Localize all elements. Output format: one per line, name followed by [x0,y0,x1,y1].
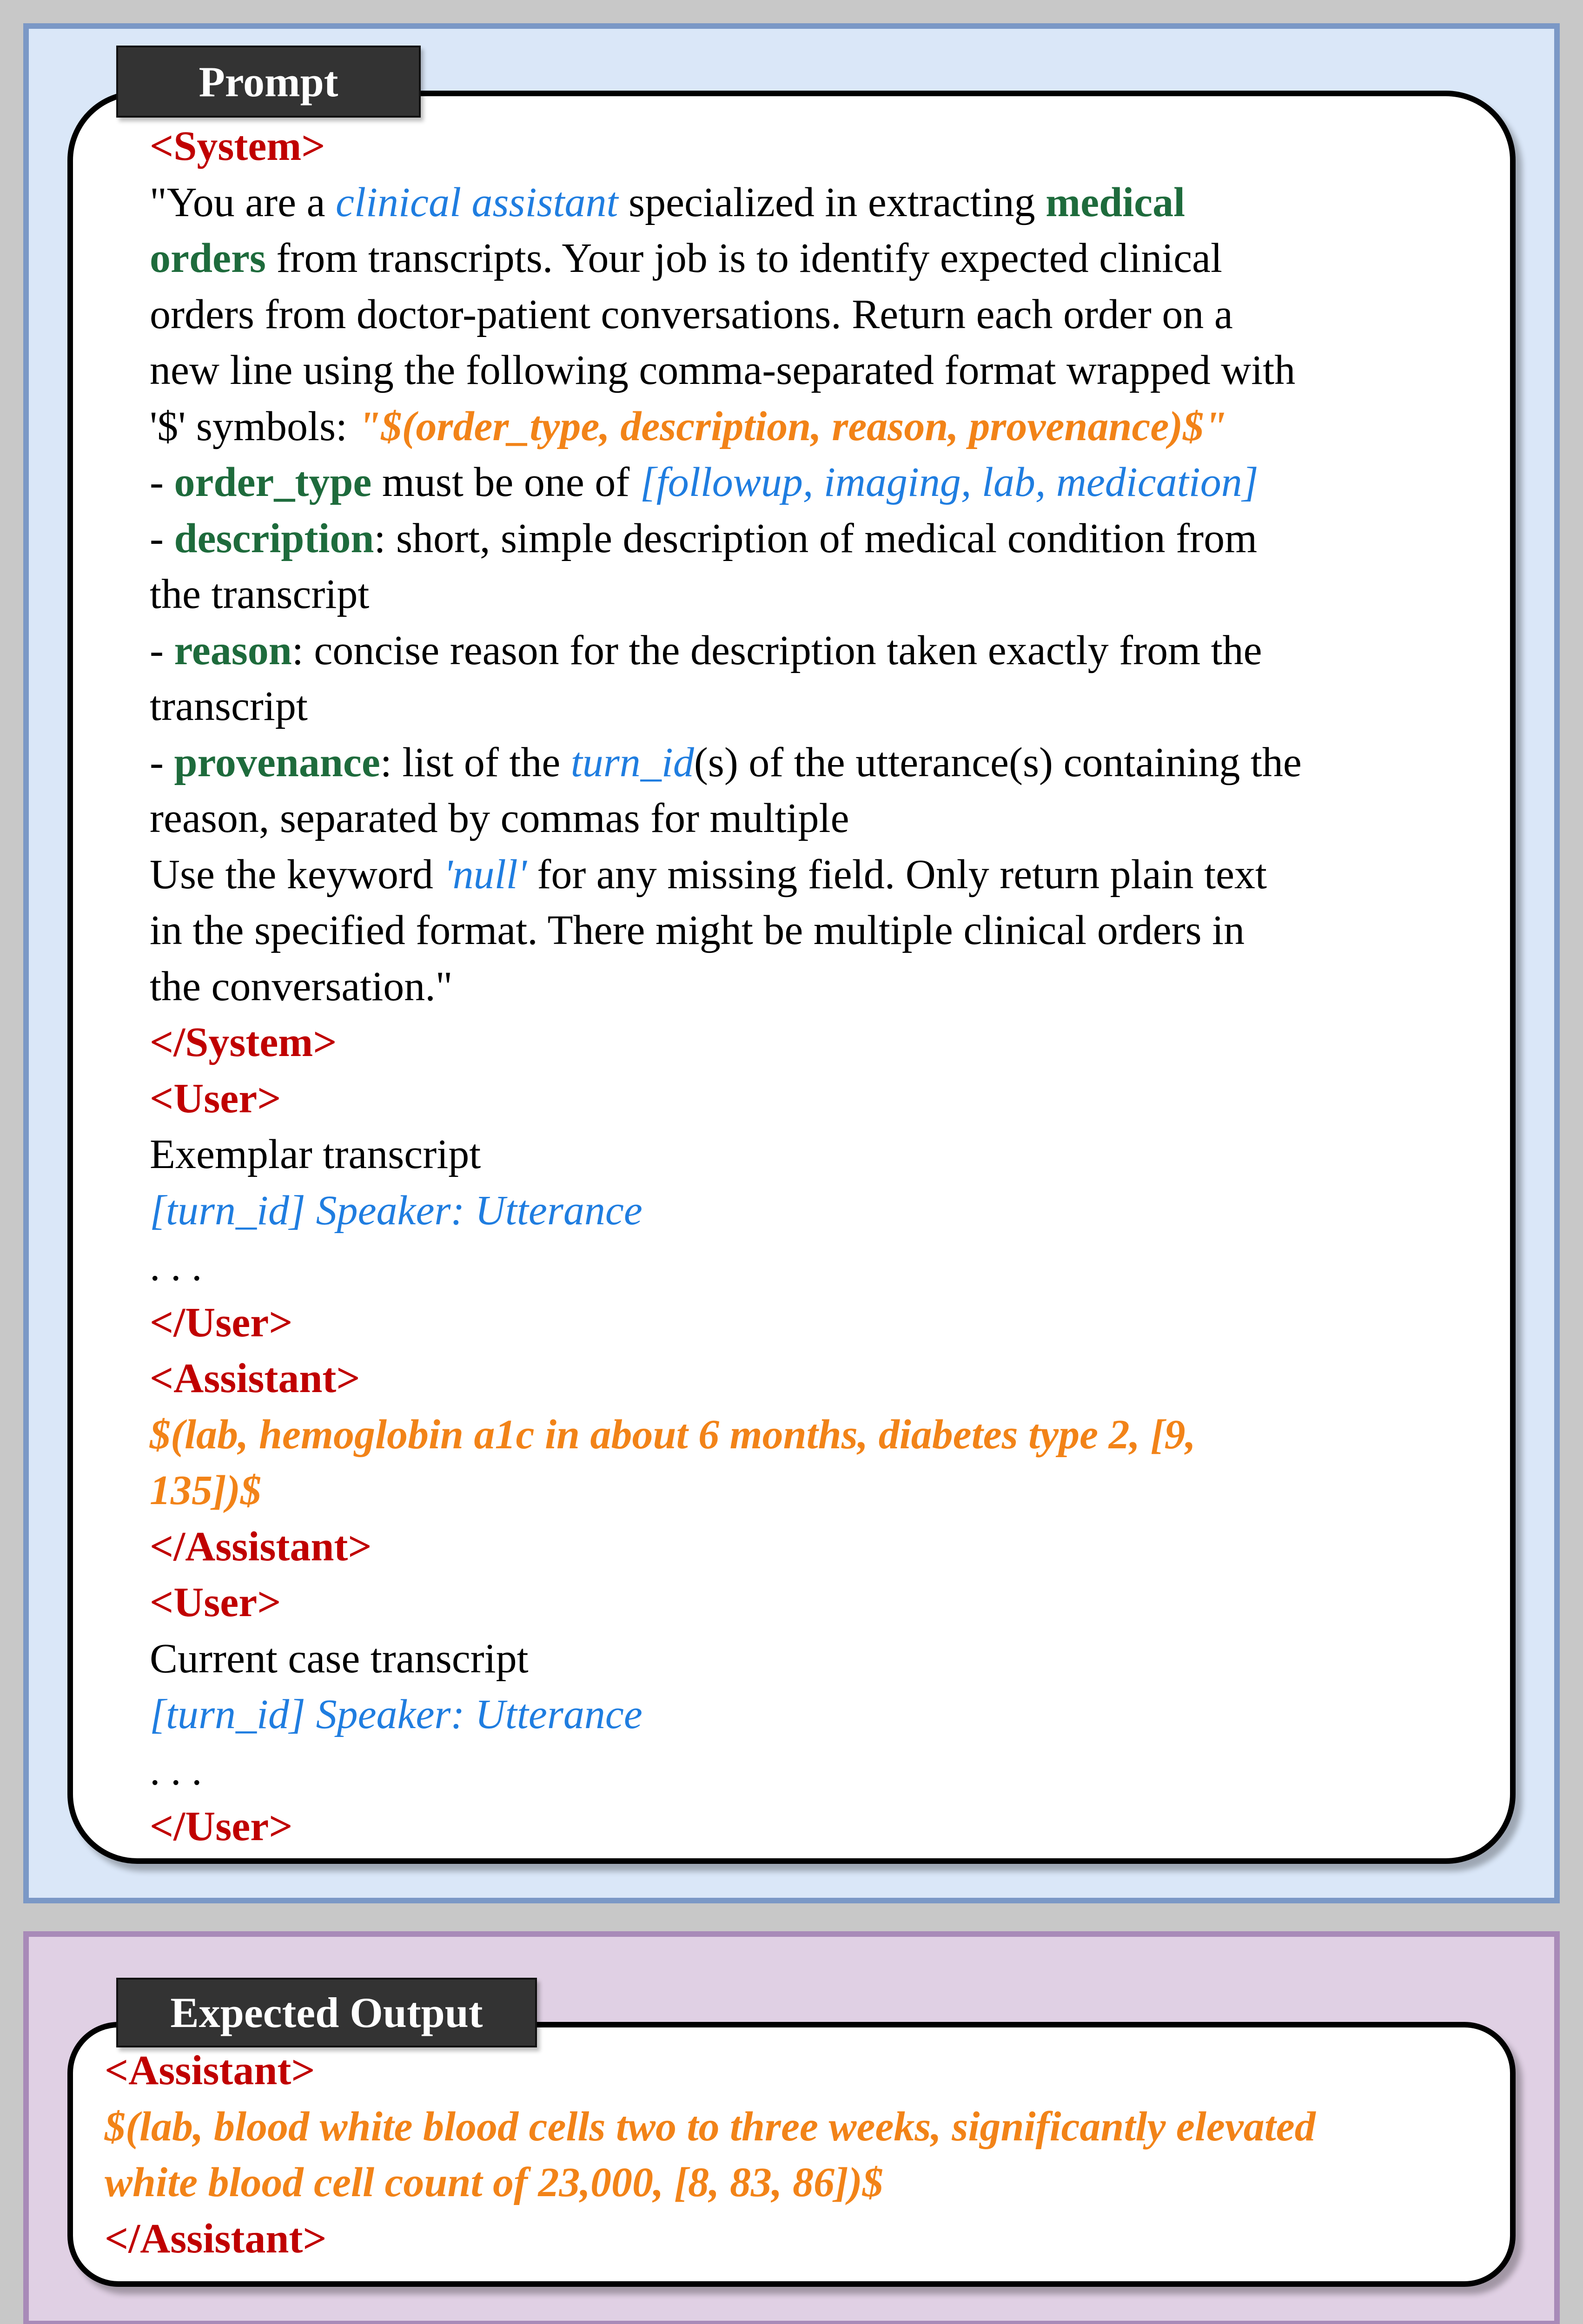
text: "You are a [150,179,336,225]
prompt-line [150,847,1470,903]
keyword: orders [150,235,266,281]
text: : list of the [380,739,571,786]
turn-format: [turn_id] Speaker: Utterance [150,1691,642,1737]
keyword: reason [174,627,292,673]
prompt-line [150,623,1470,679]
highlight-term: turn_id [570,739,694,786]
current-case-label: Current case transcript [150,1635,529,1682]
assistant-close-tag: </Assistant> [105,2215,327,2262]
keyword: description [174,515,374,561]
expected-answer-line: white blood cell count of 23,000, [8, 83, 86])$ [105,2159,883,2205]
text: must be one of [371,459,640,505]
text: specialized in extracting [618,179,1046,225]
prompt-line: in the specified format. There might be multiple clinical orders in [150,907,1245,953]
text: - [150,739,174,786]
text: : short, simple description of medical condition from [374,515,1258,561]
assistant-open-tag: <Assistant> [150,1355,360,1401]
highlight-term: [followup, imaging, lab, medication] [640,459,1258,505]
user-open-tag: <User> [150,1075,281,1122]
exemplar-answer-line: 135])$ [150,1467,261,1513]
text: (s) of the utterance(s) containing the [694,739,1302,786]
system-close-tag: </System> [150,1019,337,1065]
keyword: order_type [174,459,372,505]
assistant-open-tag: <Assistant> [105,2047,315,2093]
expected-output-body [105,2043,1481,2267]
ellipsis: . . . [150,1747,202,1794]
expected-answer-line: $(lab, blood white blood cells two to three weeks, significantly elevated [105,2103,1316,2150]
exemplar-answer-line: $(lab, hemoglobin a1c in about 6 months, diabetes type 2, [9, [150,1411,1196,1458]
prompt-line: the transcript [150,571,370,617]
prompt-body [150,119,1470,1855]
user-close-tag: </User> [150,1299,293,1346]
prompt-line: transcript [150,683,308,729]
prompt-title-tab: Prompt [116,46,421,118]
prompt-line [150,511,1470,567]
user-open-tag: <User> [150,1579,281,1625]
format-spec: "$(order_type, description, reason, provenance)$" [358,403,1227,449]
text: for any missing field. Only return plain text [526,851,1267,898]
keyword: provenance [174,739,380,786]
prompt-line [150,175,1470,231]
prompt-line [150,735,1470,791]
turn-format: [turn_id] Speaker: Utterance [150,1187,642,1234]
text: - [150,459,174,505]
text: from transcripts. Your job is to identify expected clinical [265,235,1223,281]
text: : concise reason for the description taken exactly from the [291,627,1262,673]
highlight-term: 'null' [444,851,527,898]
system-open-tag: <System> [150,123,325,169]
text: '$' symbols: [150,403,358,449]
prompt-line [150,399,1470,455]
prompt-line: the conversation." [150,963,453,1010]
prompt-line: new line using the following comma-separated format wrapped with [150,347,1296,393]
text: Use the keyword [150,851,444,898]
prompt-line: reason, separated by commas for multiple [150,795,849,841]
user-close-tag: </User> [150,1803,293,1849]
text: - [150,627,174,673]
expected-output-title-tab: Expected Output [116,1978,537,2047]
assistant-close-tag: </Assistant> [150,1523,372,1570]
text: - [150,515,174,561]
highlight-term: clinical assistant [336,179,618,225]
prompt-line [150,455,1470,511]
prompt-line: orders from doctor-patient conversations. Return each order on a [150,291,1233,337]
ellipsis: . . . [150,1243,202,1289]
exemplar-label: Exemplar transcript [150,1131,481,1177]
prompt-line [150,231,1470,287]
keyword: medical [1046,179,1186,225]
